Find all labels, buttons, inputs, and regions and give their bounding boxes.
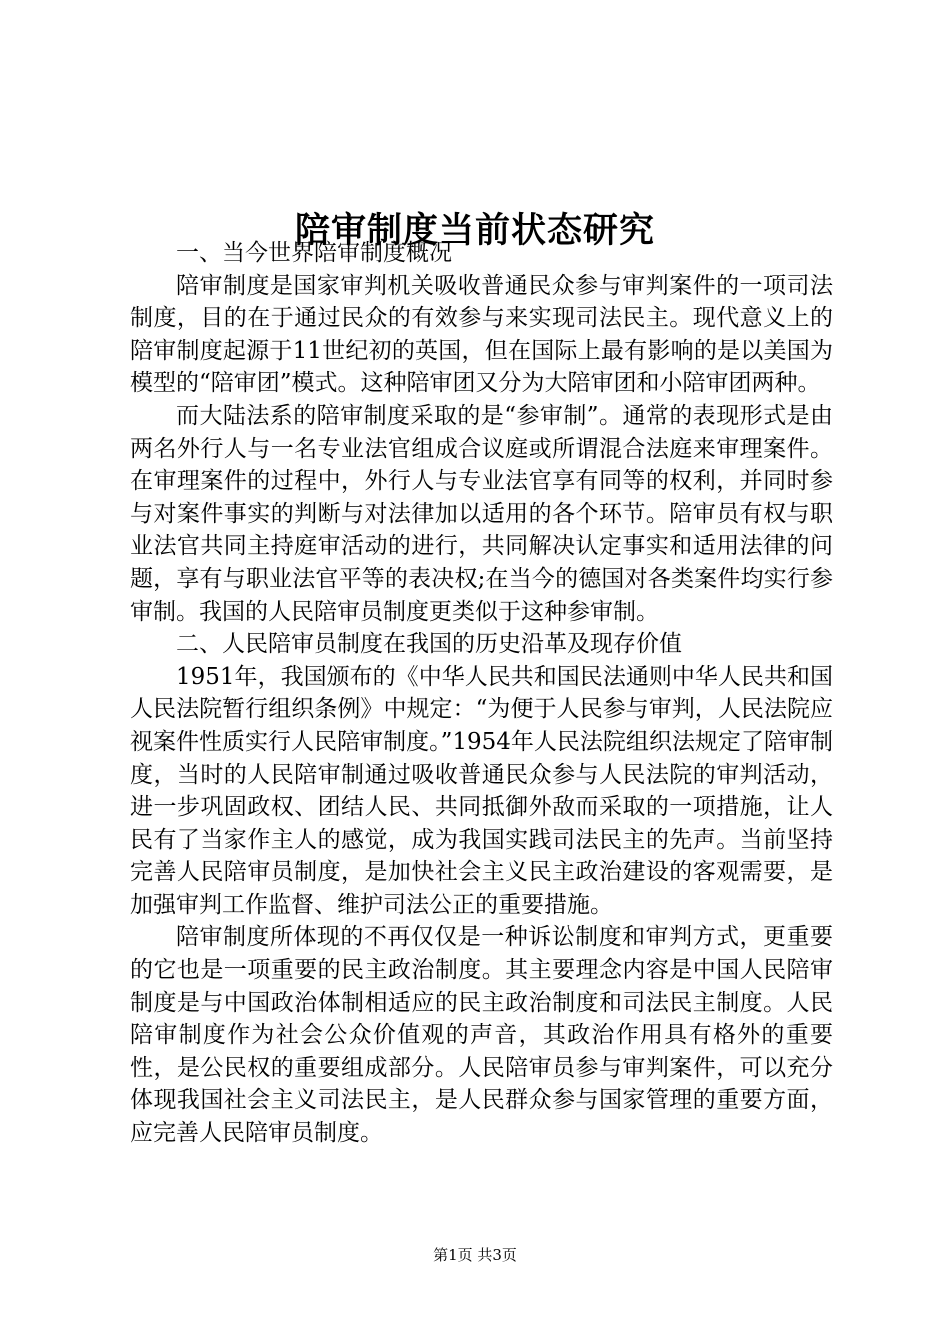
paragraph: 而大陆法系的陪审制度采取的是“参审制”。通常的表现形式是由两名外行人与一名专业法官组成合议庭或所谓混合法庭来审理案件。在审理案件的过程中，外行人与专业法官享有同等的权利，并同时参与对案件事实的判断与对法律加以适用的各个环节。陪审员有权与职业法官共同主持庭审活动的进行，共同解决认定事实和适用法律的问题，享有与职业法官平等的表决权;在当今的德国对各类案件均实行参审制。我国的人民陪审员制度更类似于这种参审制。 xyxy=(130,402,833,625)
document-title: 陪审制度当前状态研究 xyxy=(294,210,655,252)
paragraph: 陪审制度所体现的不再仅仅是一种诉讼制度和审判方式，更重要的它也是一项重要的民主政治制度。其主要理念内容是中国人民陪审制度是与中国政治体制相适应的民主政治制度和司法民主制度。人民陪审制度作为社会公众价值观的声音，其政治作用具有格外的重要性，是公民权的重要组成部分。人民陪审员参与审判案件，可以充分体现我国社会主义司法民主，是人民群众参与国家管理的重要方面，应完善人民陪审员制度。 xyxy=(130,924,833,1147)
page-footer: 第1页 共3页 xyxy=(433,1246,517,1264)
paragraph: 1951年，我国颁布的《中华人民共和国民法通则中华人民共和国人民法院暂行组织条例》中规定：“为便于人民参与审判，人民法院应视案件性质实行人民陪审制度。”1954年人民法院组织法规定了陪审制度，当时的人民陪审制通过吸收普通民众参与人民法院的审判活动，进一步巩固政权、团结人民、共同抵御外敌而采取的一项措施，让人民有了当家作主人的感觉，成为我国实践司法民主的先声。当前坚持完善人民陪审员制度，是加快社会主义民主政治建设的客观需要，是加强审判工作监督、维护司法公正的重要措施。 xyxy=(130,663,833,918)
section-heading-2: 二、人民陪审员制度在我国的历史沿革及现存价值 xyxy=(176,631,682,658)
section-heading-1: 一、当今世界陪审制度概况 xyxy=(176,240,452,266)
document-body xyxy=(130,237,833,1150)
paragraph: 陪审制度是国家审判机关吸收普通民众参与审判案件的一项司法制度，目的在于通过民众的有效参与来实现司法民主。现代意义上的陪审制度起源于11世纪初的英国，但在国际上最有影响的是以美国为模型的“陪审团”模式。这种陪审团又分为大陪审团和小陪审团两种。 xyxy=(130,272,833,397)
